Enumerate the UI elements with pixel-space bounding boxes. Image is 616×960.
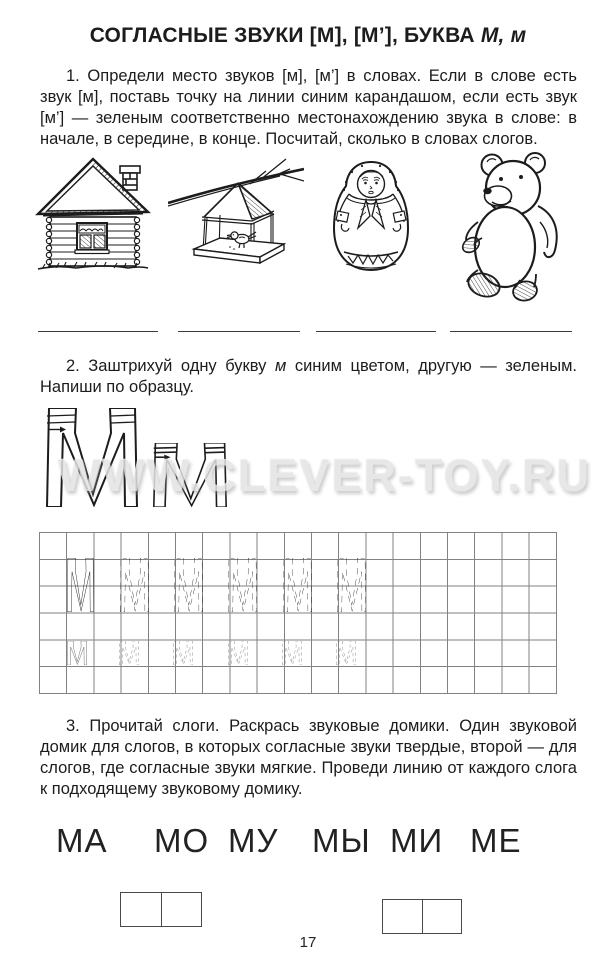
task1-text: 1. Определи место звуков [м], [м’] в словах. Если в слове есть звук [м], поставь точку на линии синим карандашом, если есть звук [м’] — зеленым соответственно местонахождению звука в слове: в начале, в середине, в конце. Посчитай, сколько в словах слогов.	[40, 67, 577, 148]
answer-line-1	[38, 331, 158, 332]
sound-house-1-cell-2	[162, 893, 202, 926]
syllable-my: МЫ	[312, 822, 371, 859]
grid-capital-M-solid	[67, 558, 94, 612]
teddy-bear-illustration	[458, 150, 574, 302]
syllable-me: МЕ	[470, 822, 522, 859]
task3-text: 3. Прочитай слоги. Раскрась звуковые домики. Один звуковой домик для слогов, в которых согласные звуки твердые, второй — для слогов, где согласные звуки мягкие. Проведи линию от каждого слога к подходящему звуковому домику.	[40, 717, 577, 798]
grid-capital-M-dashed	[228, 558, 257, 612]
task2-text: 2. Заштрихуй одну букву м синим цветом, другую — зеленым. Напиши по образцу.	[40, 357, 577, 396]
title-letters: М, м	[480, 24, 527, 47]
title-text: СОГЛАСНЫЕ ЗВУКИ [М], [М’], БУКВА	[89, 24, 475, 47]
grid-lowercase-m-dashed	[173, 641, 193, 665]
syllable-mo: МО	[154, 822, 210, 859]
sound-house-2-cell-1	[383, 900, 423, 933]
sound-house-1	[120, 892, 202, 927]
grid-capital-M-dashed	[337, 558, 366, 612]
grid-lowercase-m-dashed	[336, 641, 356, 665]
sound-house-2-cell-2	[423, 900, 462, 933]
answer-line-2	[178, 331, 300, 332]
answer-line-3	[316, 331, 436, 332]
syllable-ma: МА	[56, 822, 108, 859]
sound-house-2	[382, 899, 462, 934]
log-house-illustration	[34, 156, 152, 286]
sound-house-1-cell-1	[121, 893, 162, 926]
grid-lowercase-m-solid	[67, 641, 87, 665]
grid-lowercase-m-dashed	[119, 641, 139, 665]
task2-letter-m: м	[274, 357, 287, 375]
answer-line-4	[450, 331, 572, 332]
syllable-mu: МУ	[228, 822, 279, 859]
matryoshka-illustration	[332, 160, 410, 274]
bird-feeder-illustration	[168, 153, 304, 275]
page-number: 17	[299, 934, 317, 951]
grid-lowercase-m-dashed	[228, 641, 248, 665]
syllable-mi: МИ	[390, 822, 444, 859]
grid-capital-M-dashed	[283, 558, 312, 612]
grid-capital-M-dashed	[120, 558, 149, 612]
page-title	[0, 24, 616, 48]
grid-lowercase-m-dashed	[282, 641, 302, 665]
writing-grid	[39, 532, 557, 694]
watermark-text: WWW.CLEVER-TOY.RU	[58, 450, 592, 501]
grid-capital-M-dashed	[174, 558, 203, 612]
